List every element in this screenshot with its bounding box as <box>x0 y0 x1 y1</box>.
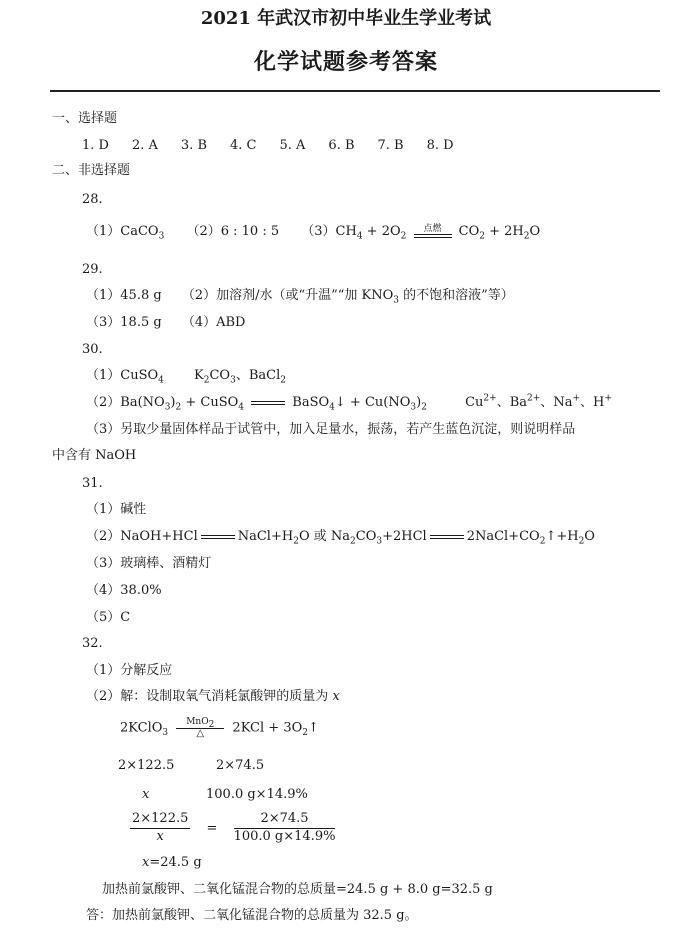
section-heading-multiple-choice: 一、选择题 <box>52 111 118 126</box>
ion: $Ba^{2+}$、 <box>509 393 554 410</box>
header-divider <box>50 90 660 92</box>
q28-answers <box>86 225 540 240</box>
question-number-31: 31. <box>82 476 103 491</box>
question-number-32: 32. <box>82 636 103 651</box>
mc-answer: 5. A <box>279 138 306 153</box>
q32-a2-intro: （2）解：设制取氧气消耗氯酸钾的质量为 x <box>86 689 340 704</box>
q30-a1: （1）CuSO$_4$ <box>86 368 164 386</box>
mc-answer: 4. C <box>230 138 257 153</box>
ion: H+ <box>593 393 612 410</box>
q32-mass-right: 2×74.5 <box>216 758 265 773</box>
q32-final-answer: 答：加热前氯酸钾、二氧化锰混合物的总质量为 32.5 g。 <box>86 908 418 923</box>
section-heading-free-response: 二、非选择题 <box>52 163 131 178</box>
equals-sign <box>430 535 464 539</box>
q28-a2: （2）6 : 10 : 5 <box>186 224 280 239</box>
q30-row2 <box>86 393 612 413</box>
mc-answer: 2. A <box>131 138 158 153</box>
exam-title: 2021 年武汉市初中毕业生学业考试 <box>200 8 492 29</box>
question-number-30: 30. <box>82 342 103 357</box>
q32-mass-left: 2×122.5 <box>118 758 175 773</box>
q30-a3-line1: （3）另取少量固体样品于试管中，加入足量水，振荡，若产生蓝色沉淀，则说明样品 <box>86 422 576 437</box>
q29-a1: （1）45.8 g <box>86 288 162 303</box>
q30-a2-equation: $(2)Ba(NO_3)_2$ + CuSO$_4$ BaSO$_4$↓ + $Cu(NO_3)_2$ <box>86 395 427 413</box>
q31-a3: （3）玻璃棒、酒精灯 <box>86 556 212 571</box>
question-number-29: 29. <box>82 262 103 277</box>
mc-answer: 1. D <box>82 138 109 153</box>
q30-row1 <box>86 369 286 384</box>
q29-a4: （4）ABD <box>181 315 246 330</box>
q32-equation: 2KClO$_3$ MnO$_2$ △ $2KCl + 3O_2↑$ <box>120 717 319 739</box>
q30-a3-line2: 中含有 NaOH <box>52 448 137 463</box>
q29-row2 <box>86 316 245 331</box>
q31-a2: （2）NaOH+HCl $NaCl+H_2O$ 或 $Na_2CO_3+2HCl$ $2NaCl+CO_2↑+H_2O$ <box>86 529 595 547</box>
q28-a1: （1）CaCO$_3$ <box>86 224 165 242</box>
answer-key-title: 化学试题参考答案 <box>253 49 438 75</box>
q31-a5: （5）C <box>86 610 131 625</box>
catalyst-heat-arrow: MnO$_2$ △ <box>176 717 224 739</box>
q29-a2: （2）加溶剂/水（或“升温”“加 $KNO_3$ 的不饱和溶液”等） <box>181 288 514 306</box>
equals-sign <box>201 535 235 539</box>
question-number-28: 28. <box>82 192 103 207</box>
q30-a1-salts: $K_2CO_3$、BaCl$_2$ <box>194 368 286 386</box>
q32-result: x=24.5 g <box>142 855 202 870</box>
q32-a1: （1）分解反应 <box>86 663 173 678</box>
ion: $Cu^{2+}$、 <box>465 393 510 410</box>
ratio-left: $\frac{2\times 122.5}{x}$ <box>132 811 189 844</box>
mc-answer: 8. D <box>426 138 454 153</box>
mc-answer: 3. B <box>180 138 207 153</box>
q32-total-mass: 加热前氯酸钾、二氧化锰混合物的总质量=24.5 g + 8.0 g=32.5 g <box>102 882 493 897</box>
q31-a4: （4）38.0% <box>86 583 162 598</box>
mc-answer: 6. B <box>328 138 355 153</box>
ratio-right: $\frac{2\times 74.5}{100.0 g\times 14.9\%}$ <box>233 811 336 844</box>
ion: Na+、 <box>553 393 594 410</box>
q29-a3: （3）18.5 g <box>86 315 162 330</box>
q28-a3: $(3)CH_4 + 2O_2$ 点燃 $CO_2 + 2H_2O$ <box>301 224 541 242</box>
q32-given-right: 100.0 g×14.9% <box>206 787 308 802</box>
q29-row1 <box>86 289 514 304</box>
equals-sign <box>251 401 285 405</box>
q30-a2-ions <box>465 395 612 410</box>
q32-ratio: $\frac{2\times 122.5}{x}$ = $\frac{2\times 74.5}{100.0 g\times 14.9\%}$ <box>132 811 336 844</box>
mc-answer: 7. B <box>377 138 404 153</box>
q32-given-left: x <box>142 787 150 802</box>
multiple-choice-answers <box>82 139 477 154</box>
q31-a1: （1）碱性 <box>86 502 147 517</box>
reaction-condition-arrow: 点燃 <box>414 225 452 238</box>
